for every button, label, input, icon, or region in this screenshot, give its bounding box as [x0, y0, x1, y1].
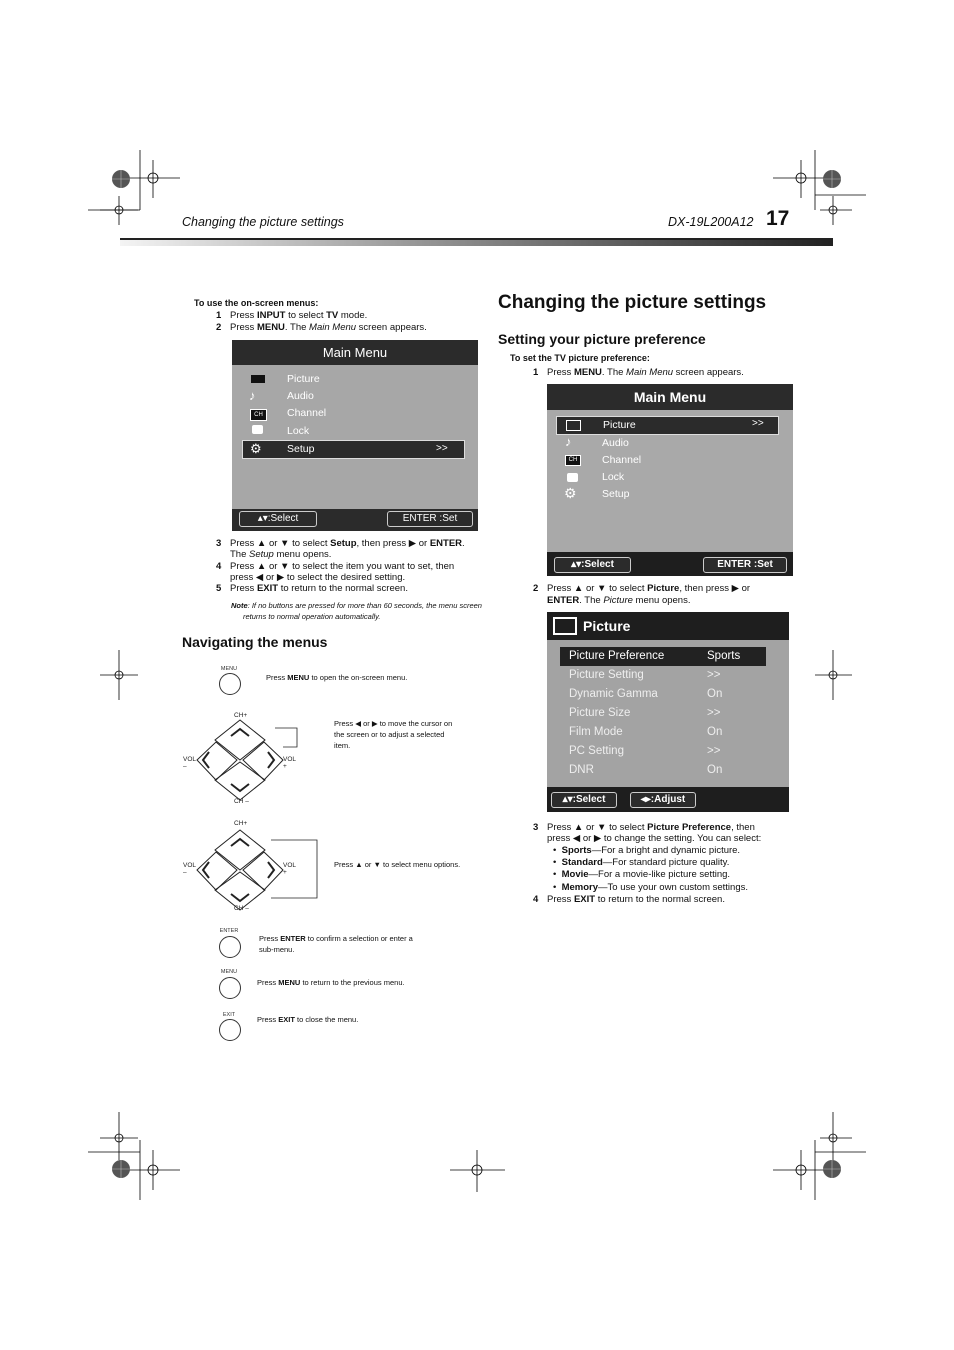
- picture-icon: [251, 375, 265, 383]
- select-hint-picture: ▴▾:Select: [551, 792, 617, 808]
- exit-text: Press EXIT to close the menu.: [257, 1015, 359, 1024]
- gear-icon-right: ⚙: [564, 485, 577, 501]
- menu-button-2[interactable]: [219, 977, 241, 999]
- picture-preference-label: Picture Preference: [569, 650, 665, 662]
- menu-item-setup[interactable]: [242, 440, 465, 459]
- ch-minus-label-2: CH –: [234, 905, 249, 912]
- picture-menu-screen: [547, 612, 789, 812]
- running-header-section: Changing the picture settings: [182, 215, 344, 229]
- enter-hint-right: ENTER :Set: [703, 557, 787, 573]
- right-step-3-line-2: press ◀ or ▶ to change the setting. You can select:: [547, 833, 762, 844]
- ch-minus-label: CH –: [234, 798, 249, 805]
- bullet-sports: • Sports—For a bright and dynamic picture.: [553, 845, 741, 856]
- nav-heading: Navigating the menus: [182, 634, 328, 650]
- right-step-1: 1 Press MENU. The Main Menu screen appears.: [533, 367, 744, 378]
- up-down-text: Press ▲ or ▼ to select menu options.: [334, 860, 461, 869]
- pc-setting-label[interactable]: PC Setting: [569, 745, 624, 757]
- menu-item-setup-right[interactable]: Setup: [602, 488, 630, 500]
- picture-menu-header: [547, 612, 789, 640]
- bullet-standard: • Standard—For standard picture quality.: [553, 857, 730, 868]
- picture-size-value: >>: [707, 707, 721, 719]
- picture-setting-value: >>: [707, 669, 721, 681]
- left-right-text: Press ◀ or ▶ to move the cursor on the screen or to adjust a selected item.: [334, 719, 453, 750]
- right-step-2-line-1: 2 Press ▲ or ▼ to select Picture, then press ▶ or: [533, 583, 751, 594]
- ch-plus-label: CH+: [234, 712, 248, 719]
- updown-icon-right: ▴▾: [571, 559, 582, 570]
- menus-heading: To use the on-screen menus:: [194, 298, 319, 308]
- left-step-4-line-1: 4 Press ▲ or ▼ to select the item you want to set, then: [216, 561, 455, 572]
- enter-text: Press ENTER to confirm a selection or enter a sub-menu.: [259, 934, 413, 954]
- menu-item-setup-label: Setup: [287, 443, 315, 455]
- right-step-2-line-2: ENTER. The Picture menu opens.: [547, 595, 691, 606]
- select-hint: ▴▾:Select: [239, 511, 317, 527]
- gear-icon: ⚙: [250, 441, 262, 456]
- dnr-value: On: [707, 764, 723, 776]
- note-line-2: returns to normal operation automatically.: [243, 612, 381, 621]
- menu-item-audio[interactable]: Audio: [287, 390, 314, 402]
- lock-icon: [252, 425, 263, 434]
- submenu-arrow: >>: [436, 443, 448, 454]
- dynamic-gamma-label[interactable]: Dynamic Gamma: [569, 688, 658, 700]
- menu-item-lock-right[interactable]: Lock: [602, 471, 625, 483]
- picture-preference-row[interactable]: [560, 647, 766, 666]
- section-title: Changing the picture settings: [498, 292, 767, 313]
- left-step-4-line-2: press ◀ or ▶ to select the desired setting.: [230, 572, 406, 583]
- left-step-3-line-1: 3 Press ▲ or ▼ to select Setup, then press ▶ or ENTER.: [216, 538, 465, 549]
- submenu-arrow-right: >>: [752, 418, 764, 429]
- adjust-hint-picture: ◂▸:Adjust: [630, 792, 696, 808]
- picture-menu-title: Picture: [583, 618, 631, 634]
- leftright-icon: ◂▸: [640, 794, 651, 805]
- menu-item-lock[interactable]: Lock: [287, 425, 310, 437]
- vol-plus-label: VOL +: [283, 756, 297, 770]
- menu-item-audio-right[interactable]: Audio: [602, 437, 629, 449]
- exit-button-label: EXIT: [222, 1012, 236, 1018]
- enter-hint: ENTER :Set: [387, 511, 473, 527]
- main-menu-title: Main Menu: [232, 340, 478, 365]
- menu-item-picture-right[interactable]: [556, 416, 779, 435]
- film-mode-value: On: [707, 726, 723, 738]
- updown-icon-picture: ▴▾: [562, 794, 573, 805]
- updown-icon: ▴▾: [257, 513, 268, 524]
- bullet-memory: • Memory—To use your own custom settings.: [553, 882, 749, 893]
- left-step-1: 1 Press INPUT to select TV mode.: [216, 310, 368, 321]
- page-number: 17: [766, 207, 790, 230]
- audio-icon: ♪: [249, 388, 256, 403]
- channel-icon-right: CH: [565, 455, 581, 466]
- main-menu-title-right: Main Menu: [547, 384, 793, 410]
- film-mode-label[interactable]: Film Mode: [569, 726, 623, 738]
- left-step-3-line-2: The Setup menu opens.: [230, 549, 332, 560]
- enter-button-label: ENTER: [219, 928, 239, 934]
- channel-icon: CH: [250, 409, 267, 421]
- nav-pad-2: [195, 828, 335, 918]
- ch-plus-label-2: CH+: [234, 820, 248, 827]
- right-step-3-line-1: 3 Press ▲ or ▼ to select Picture Preference, then: [533, 822, 755, 833]
- main-menu-screen-right: [547, 384, 793, 576]
- select-hint-right: ▴▾:Select: [554, 557, 631, 573]
- tv-icon: [566, 420, 581, 431]
- running-header-model: DX-19L200A12: [668, 215, 754, 229]
- menu-return-text: Press MENU to return to the previous menu.: [257, 978, 405, 987]
- note-line-1: Note: If no buttons are pressed for more than 60 seconds, the menu screen: [231, 601, 482, 610]
- dynamic-gamma-value: On: [707, 688, 723, 700]
- to-set-heading: To set the TV picture preference:: [510, 353, 650, 363]
- picture-size-label[interactable]: Picture Size: [569, 707, 631, 719]
- menu-item-channel[interactable]: Channel: [287, 407, 327, 419]
- section-subtitle: Setting your picture preference: [498, 331, 706, 347]
- picture-preference-value[interactable]: Sports: [707, 650, 741, 662]
- menu-button[interactable]: [219, 673, 241, 695]
- enter-button[interactable]: [219, 936, 241, 958]
- pc-setting-value: >>: [707, 745, 721, 757]
- menu-button-label: MENU: [220, 666, 238, 672]
- vol-plus-label-2: VOL +: [283, 862, 297, 876]
- menu-open-text: Press MENU to open the on-screen menu.: [266, 673, 408, 682]
- picture-setting-label[interactable]: Picture Setting: [569, 669, 644, 681]
- menu-item-picture-right-label: Picture: [603, 419, 636, 431]
- exit-button[interactable]: [219, 1019, 241, 1041]
- vol-minus-label: VOL –: [183, 756, 197, 770]
- right-step-4: 4 Press EXIT to return to the normal screen.: [533, 894, 725, 905]
- menu-item-picture[interactable]: Picture: [287, 373, 320, 385]
- lock-icon-right: [567, 473, 578, 482]
- main-menu-screen-left: [232, 340, 478, 531]
- menu-item-channel-right[interactable]: Channel: [602, 454, 642, 466]
- audio-icon-right: ♪: [565, 434, 572, 449]
- left-step-2: 2 Press MENU. The Main Menu screen appears.: [216, 322, 427, 333]
- header-rule-line: [120, 238, 833, 240]
- dnr-label[interactable]: DNR: [569, 764, 594, 776]
- left-step-5: 5 Press EXIT to return to the normal screen.: [216, 583, 408, 594]
- nav-pad-1: [195, 718, 335, 808]
- vol-minus-label-2: VOL –: [183, 862, 197, 876]
- menu-button-2-label: MENU: [220, 969, 238, 975]
- tv-icon-large: [553, 617, 577, 635]
- bullet-movie: • Movie—For a movie-like picture setting.: [553, 869, 731, 880]
